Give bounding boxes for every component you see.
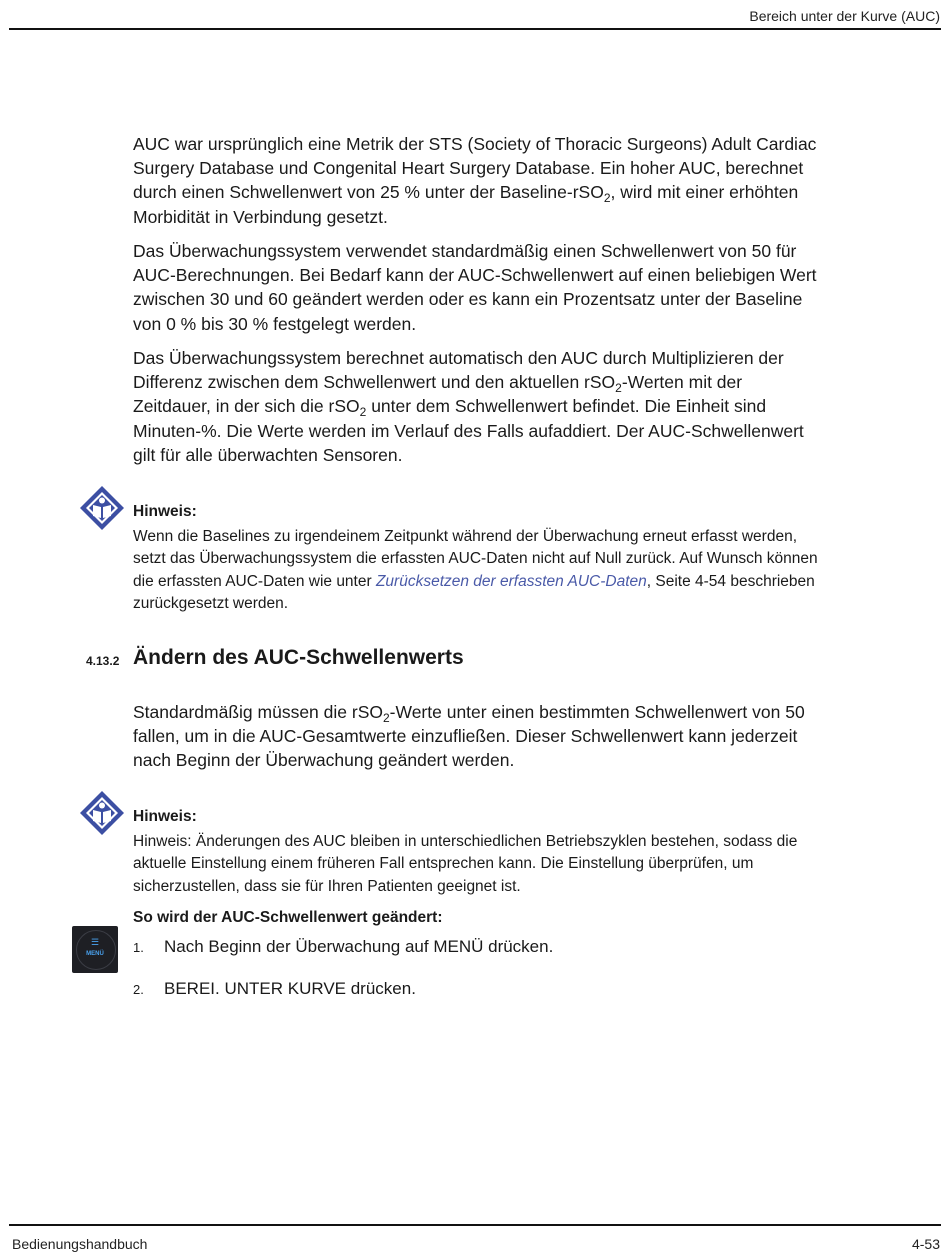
section-subscript: 2	[382, 711, 390, 725]
menu-button-label: MENÜ	[86, 951, 104, 957]
footer-rule	[9, 1224, 941, 1226]
note-book-icon	[79, 790, 125, 836]
section-paragraph	[133, 700, 823, 773]
hamburger-icon: ☰	[90, 937, 100, 947]
procedure-title: So wird der AUC-Schwellenwert geändert:	[133, 909, 443, 926]
step-1-text: Nach Beginn der Überwachung auf MENÜ drücken.	[164, 937, 554, 956]
cross-reference-link[interactable]: Zurücksetzen der erfassten AUC-Daten	[375, 572, 647, 590]
note-1-text	[133, 526, 823, 616]
p3-text-a: Das Überwachungssystem berechnet automatisch den AUC durch Multiplizieren der Differenz zwischen dem Schwellenwert und den aktuellen rSO	[133, 348, 784, 393]
page-header-title: Bereich unter der Kurve (AUC)	[749, 8, 940, 24]
footer-page-number: 4-53	[911, 1236, 940, 1252]
p3-subscript-2: 2	[359, 405, 367, 420]
p1-subscript: 2	[603, 191, 611, 206]
intro-paragraph-2: Das Überwachungssystem verwendet standardmäßig einen Schwellenwert von 50 für AUC-Berechnungen. Bei Bedarf kann der AUC-Schwellenwert auf einen beliebigen Wert zwischen 30 und 60 geändert werden oder es kann ein Prozentsatz unter der Baseline von 0 % bis 30 % festgelegt werden.	[133, 241, 817, 334]
note-2-title: Hinweis:	[133, 808, 197, 825]
section-title: Ändern des AUC-Schwellenwerts	[133, 646, 464, 669]
p3-subscript-1: 2	[615, 381, 622, 396]
note-1-title: Hinweis:	[133, 503, 197, 520]
p3-text-c: unter dem Schwellenwert befindet. Die Einheit sind Minuten-%. Die Werte werden im Verlauf des Falls aufaddiert. Der AUC-Schwellenwert gilt für alle überwachten Sensoren.	[133, 396, 804, 465]
note-1-text-a: Wenn die Baselines zu irgendeinem Zeitpunkt während der Überwachung erneut erfasst werden, setzt das Überwachungssystem die erfassten AUC-Daten nicht auf Null zurück. Auf Wunsch können die erfassten AUC-Daten wie unter	[133, 528, 818, 590]
note-1-text-b: , Seite 4-54 beschrieben zurückgesetzt werden.	[133, 572, 815, 613]
p1-text-b: , wird mit einer erhöhten Morbidität in Verbindung gesetzt.	[133, 182, 799, 227]
p1-text-a: AUC war ursprünglich eine Metrik der STS (Society of Thoracic Surgeons) Adult Cardiac Surgery Database und Congenital Heart Surgery Database. Ein hoher AUC, berechnet durch einen Schwellenwert von 25 % unter der Baseline-rSO	[133, 134, 817, 203]
menu-button-icon	[72, 926, 118, 973]
step-2-number: 2.	[133, 982, 144, 997]
p3-text-b: -Werten mit der Zeitdauer, in der sich die rSO	[133, 372, 743, 417]
section-number: 4.13.2	[86, 654, 120, 668]
note-2-text: Hinweis: Änderungen des AUC bleiben in unterschiedlichen Betriebszyklen bestehen, sodass die aktuelle Einstellung einem früheren Fall entsprechen kann. Die Einstellung überprüfen, um sicherzustellen, dass sie für Ihren Patienten geeignet ist.	[133, 833, 798, 895]
header-rule	[9, 28, 941, 30]
note-book-icon	[79, 485, 125, 531]
intro-paragraph-3	[133, 346, 823, 467]
menu-button-ring	[76, 930, 116, 970]
section-text-a: Standardmäßig müssen die rSO	[133, 702, 383, 722]
section-text-b: -Werte unter einen bestimmten Schwellenwert von 50 fallen, um in die AUC-Gesamtwerte einzufließen. Dieser Schwellenwert kann jederzeit nach Beginn der Überwachung geändert werden.	[133, 702, 805, 771]
step-2-text: BEREI. UNTER KURVE drücken.	[164, 979, 416, 998]
step-1-number: 1.	[133, 940, 144, 955]
intro-paragraph-1	[133, 132, 823, 229]
footer-manual-name: Bedienungshandbuch	[12, 1236, 148, 1252]
